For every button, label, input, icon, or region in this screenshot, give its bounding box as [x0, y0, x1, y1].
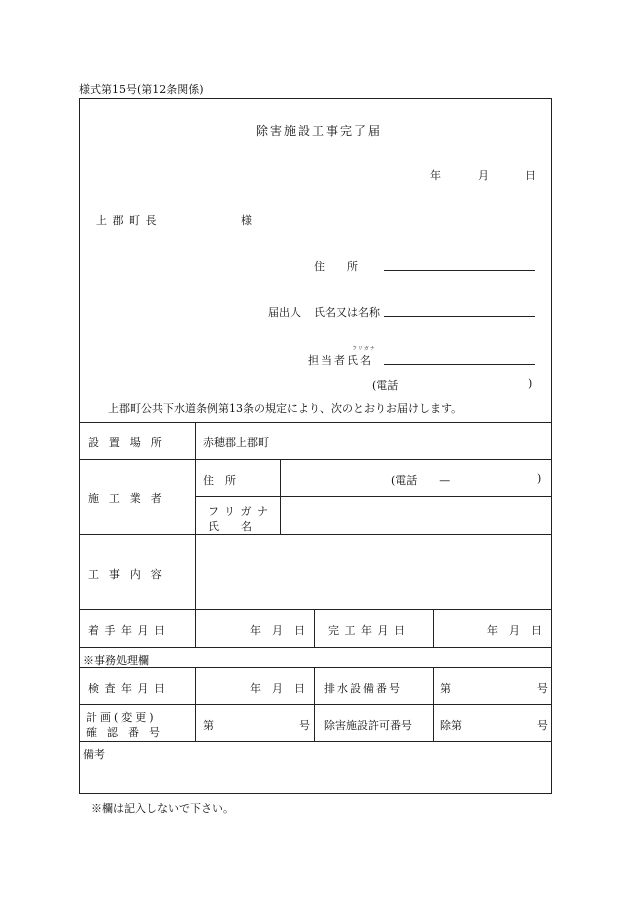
plan-label-2: 確認番号 [86, 726, 170, 739]
drainage-dai: 第 [440, 682, 451, 695]
contact-ruby: フリガナ [352, 346, 376, 352]
contractor-name-label: 氏 名 [208, 520, 252, 533]
inspection-date-ymd: 年 月 日 [250, 682, 305, 695]
applicant-phone-close: ) [528, 377, 533, 390]
start-date-ymd: 年 月 日 [250, 624, 305, 637]
row-line [79, 459, 552, 460]
applicant-prefix: 届出人 [268, 306, 301, 319]
form-number: 様式第15号(第12条関係) [79, 83, 204, 96]
contractor-phone-close: ) [537, 472, 542, 485]
location-label: 設置場所 [88, 436, 172, 449]
plan-go: 号 [299, 719, 310, 732]
plan-label-1: 計画(変更) [86, 711, 157, 724]
col-line [433, 667, 434, 741]
address-underline [384, 270, 535, 271]
form-title: 除害施設工事完了届 [256, 124, 383, 138]
row-line [79, 667, 552, 668]
plan-dai: 第 [203, 719, 214, 732]
remarks-label: 備考 [83, 748, 105, 761]
contractor-phone: (電話 — [391, 474, 451, 487]
applicant-name-label: 氏名又は名称 [314, 306, 380, 319]
col-line [195, 422, 196, 647]
permit-go: 号 [537, 719, 548, 732]
applicant-phone-label: (電話 [372, 379, 399, 392]
contact-label: 担当者氏名 [308, 354, 373, 367]
permit-label: 除害施設許可番号 [324, 719, 412, 732]
complete-date-label: 完工年月日 [328, 624, 411, 637]
row-line [79, 704, 552, 705]
applicant-address-label: 住 所 [314, 260, 358, 273]
row-line [195, 496, 552, 497]
name-underline [384, 316, 535, 317]
location-value: 赤穂郡上郡町 [203, 436, 269, 449]
col-line [314, 667, 315, 741]
drainage-go: 号 [537, 682, 548, 695]
date-month: 月 [478, 169, 489, 182]
col-line [314, 609, 315, 647]
furigana-label: フリガナ [208, 505, 274, 518]
contact-underline [384, 364, 535, 365]
inspection-date-label: 検査年月日 [88, 682, 171, 695]
row-line [79, 609, 552, 610]
statement: 上郡町公共下水道条例第13条の規定により、次のとおりお届けします。 [108, 402, 463, 415]
col-line [280, 459, 281, 534]
start-date-label: 着手年月日 [88, 624, 171, 637]
complete-date-ymd: 年 月 日 [487, 624, 542, 637]
row-line [79, 534, 552, 535]
office-header: ※事務処理欄 [83, 654, 149, 667]
row-line [79, 647, 552, 648]
contractor-address-label: 住 所 [203, 474, 236, 487]
date-day: 日 [525, 169, 536, 182]
drainage-no-label: 排水設備番号 [324, 682, 402, 695]
col-line [433, 609, 434, 647]
contractor-label: 施工業者 [88, 492, 172, 505]
permit-jodai: 除第 [440, 719, 462, 732]
col-line [195, 667, 196, 741]
footer-note: ※欄は記入しないで下さい。 [91, 802, 234, 815]
row-line [79, 422, 552, 423]
row-line [79, 741, 552, 742]
addressee-name: 上郡町長 [96, 214, 162, 227]
addressee-honorific: 様 [241, 214, 252, 227]
work-label: 工事内容 [88, 568, 172, 581]
date-year: 年 [430, 169, 441, 182]
